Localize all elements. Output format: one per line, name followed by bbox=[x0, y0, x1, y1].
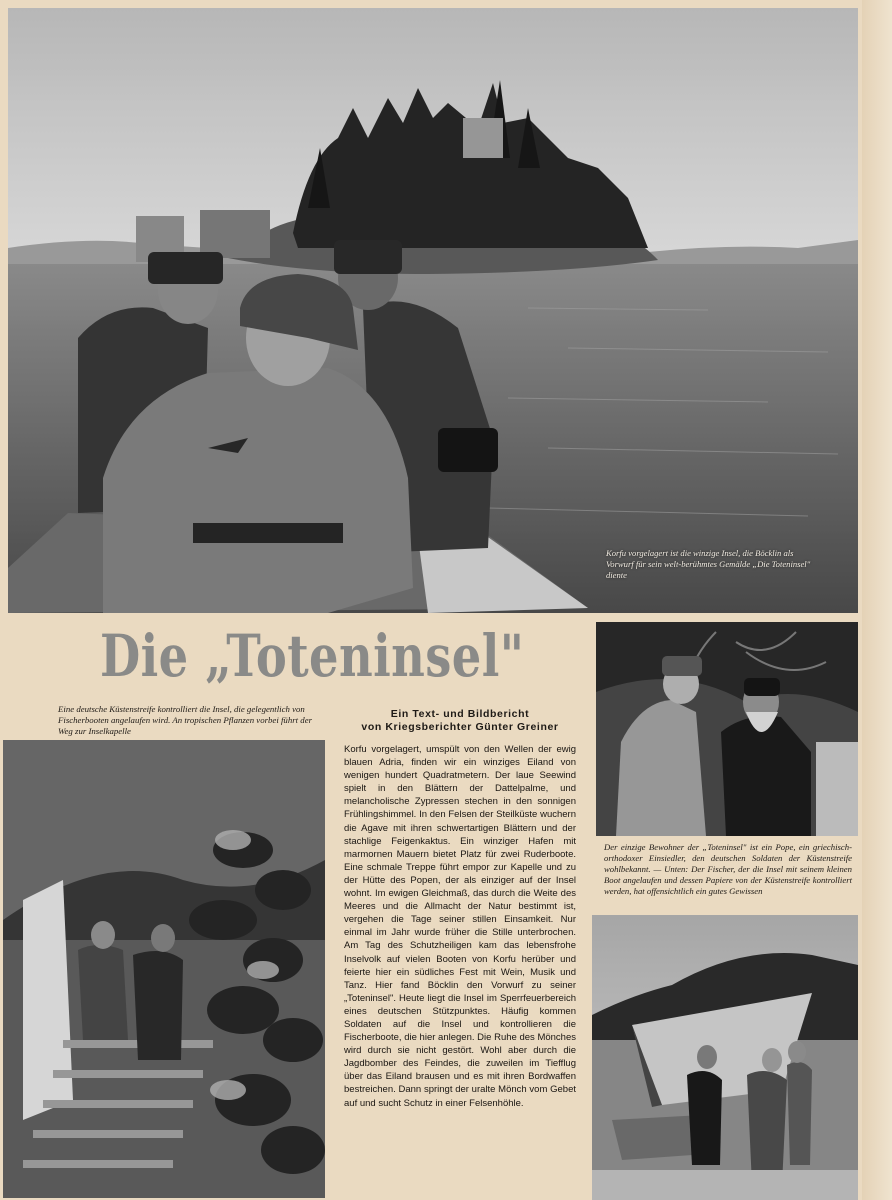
soldier-pope-photo bbox=[596, 622, 858, 836]
byline bbox=[340, 708, 580, 734]
page-edge bbox=[862, 0, 892, 1200]
byline-line-1: Ein Text- und Bildbericht bbox=[390, 708, 530, 720]
article-body-text: Korfu vorgelagert, umspült von den Wellen der ewig blauen Adria, finden wir ein winziges Eiland von wenigen hundert Quadratmetern. Der laue Seewind spielt in den Blättern der Dattelpalme, und melancholische Zypressen stechen in den sonnigen Frühlingshimmel. In den Felsen der Steilküste wuchern die Agave mit ihren schwertartigen Blättern und der stachlige Feigenkaktus. Ein winziger Hafen mit marmornen Mauern bietet Platz für zwei Ruderboote. Eine schmale Treppe führt empor zur Kapelle und zu der Hütte des Popen, der als einziger auf der Insel wohnt. Im ewigen Gleichmaß, das durch die Weite des Meeres und die Allmacht der Natur bestimmt ist, vergehen die Tage seiner stillen Einsamkeit. Nur einmal im Jahr wurde früher die Stille unterbrochen. Am Tag des Schutzheiligen kam das lebensfrohe Inselvolk auf vielen Booten von Korfu herüber und feierte hier ein südliches Fest mit Wein, Musik und Tanz. Hier fand Böcklin den Vorwurf zu seiner „Toteninsel". Heute liegt die Insel im Sperrfeuerbereich eines deutschen Stützpunktes. Häufig kommen Soldaten auf die Insel und kontrollieren die Fischerboote, die hier anlegen. Die Ruhe des Mönches wird durch sie nicht gestört. Wohl aber durch die Jagdbomber des Feindes, die zuweilen im Tiefflug über das Eiland brausen und es mit ihren Bordwaffen bestreichen. Dann springt der uralte Mönch vom Gebet auf und sucht Schutz in einer Felsenhöhle. bbox=[344, 744, 576, 1109]
article-title: Die „Toteninsel" bbox=[100, 622, 525, 690]
right-photo-caption: Der einzige Bewohner der „Toteninsel" ist ein Pope, ein griechisch-orthodoxer Einsiedler, den deutschen Soldaten der Küstenstreife wohlbekannt. — Unten: Der Fischer, der die Insel mit seinem kleinen Boot angelaufen und dessen Papiere von der Küstenstreife kontrolliert werden, hat offensichtlich ein gutes Gewissen bbox=[604, 842, 852, 897]
stairs-cactus-photo bbox=[3, 740, 325, 1198]
byline-line-2: von Kriegsberichter Günter Greiner bbox=[361, 721, 559, 733]
top-photo-soldiers-boat bbox=[8, 8, 858, 613]
left-photo-caption: Eine deutsche Küstenstreife kontrolliert die Insel, die gelegentlich von Fischerbooten angelaufen wird. An tropischen Pflanzen vorbei führt der Weg zur Inselkapelle bbox=[58, 704, 313, 736]
top-photo-caption: Korfu vorgelagert ist die winzige Insel, die Böcklin als Vorwurf für sein welt-berühmtes Gemälde „Die Toteninsel" diente bbox=[606, 548, 811, 580]
fisherman-boat-photo bbox=[592, 915, 858, 1200]
